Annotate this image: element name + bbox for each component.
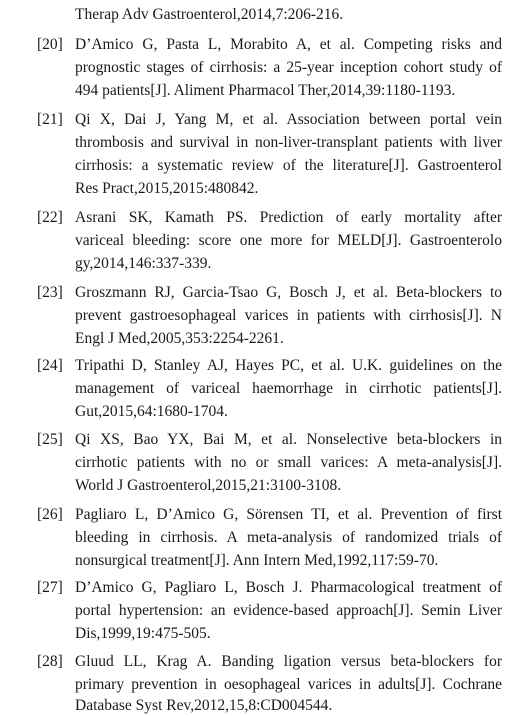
reference-line: variceal bleeding: score one more for MELD[J]. Gastroenterolo — [75, 232, 502, 249]
reference-line: Tripathi D, Stanley AJ, Hayes PC, et al. U.K. guidelines on the — [75, 357, 502, 374]
reference-line: thrombosis and survival in non-liver-transplant patients with liver — [75, 134, 502, 151]
reference-line: D’Amico G, Pagliaro L, Bosch J. Pharmacological treatment of — [75, 579, 502, 596]
reference-line: nonsurgical treatment[J]. Ann Intern Med,1992,117:59-70. — [75, 552, 439, 569]
reference-line: Engl J Med,2005,353:2254-2261. — [75, 330, 284, 347]
reference-number: [22] — [37, 209, 63, 226]
reference-line: bleeding in cirrhosis. A meta-analysis of randomized trials of — [75, 529, 502, 546]
reference-number: [23] — [37, 284, 63, 301]
reference-line: gy,2014,146:337-339. — [75, 255, 212, 272]
reference-number: [26] — [37, 506, 63, 523]
reference-line: Qi XS, Bao YX, Bai M, et al. Nonselective beta-blockers in — [75, 431, 502, 448]
reference-line: cirrhotic patients with no or small varices: A meta-analysis[J]. — [75, 454, 502, 471]
reference-line: management of variceal haemorrhage in cirrhotic patients[J]. — [75, 380, 502, 397]
reference-line: Dis,1999,19:475-505. — [75, 625, 211, 642]
reference-line: prognostic stages of cirrhosis: a 25-year inception cohort study of — [75, 59, 502, 76]
reference-line: cirrhosis: a systematic review of the literature[J]. Gastroenterol — [75, 157, 502, 174]
reference-line: World J Gastroenterol,2015,21:3100-3108. — [75, 477, 342, 494]
reference-number: [27] — [37, 579, 63, 596]
reference-line: Qi X, Dai J, Yang M, et al. Association between portal vein — [75, 111, 502, 128]
reference-line: portal hypertension: an evidence-based approach[J]. Semin Liver — [75, 602, 502, 619]
reference-line: Pagliaro L, D’Amico G, Sörensen TI, et al. Prevention of first — [75, 506, 502, 523]
reference-line: Asrani SK, Kamath PS. Prediction of early mortality after — [75, 209, 502, 226]
reference-line: Res Pract,2015,2015:480842. — [75, 180, 259, 197]
reference-line: prevent gastroesophageal varices in patients with cirrhosis[J]. N — [75, 307, 502, 324]
reference-line: Database Syst Rev,2012,15,8:CD004544. — [75, 697, 333, 714]
reference-line: Gut,2015,64:1680-1704. — [75, 403, 228, 420]
reference-number: [24] — [37, 357, 63, 374]
continuation-line: Therap Adv Gastroenterol,2014,7:206-216. — [75, 6, 344, 23]
reference-line: Gluud LL, Krag A. Banding ligation versus beta-blockers for — [75, 653, 502, 670]
reference-number: [20] — [37, 36, 63, 53]
reference-line: 494 patients[J]. Aliment Pharmacol Ther,2014,39:1180-1193. — [75, 82, 456, 99]
reference-number: [21] — [37, 111, 63, 128]
reference-line: primary prevention in oesophageal varices in adults[J]. Cochrane — [75, 676, 502, 693]
reference-number: [25] — [37, 431, 63, 448]
reference-line: D’Amico G, Pasta L, Morabito A, et al. Competing risks and — [75, 36, 502, 53]
reference-number: [28] — [37, 653, 63, 670]
reference-line: Groszmann RJ, Garcia-Tsao G, Bosch J, et al. Beta-blockers to — [75, 284, 502, 301]
